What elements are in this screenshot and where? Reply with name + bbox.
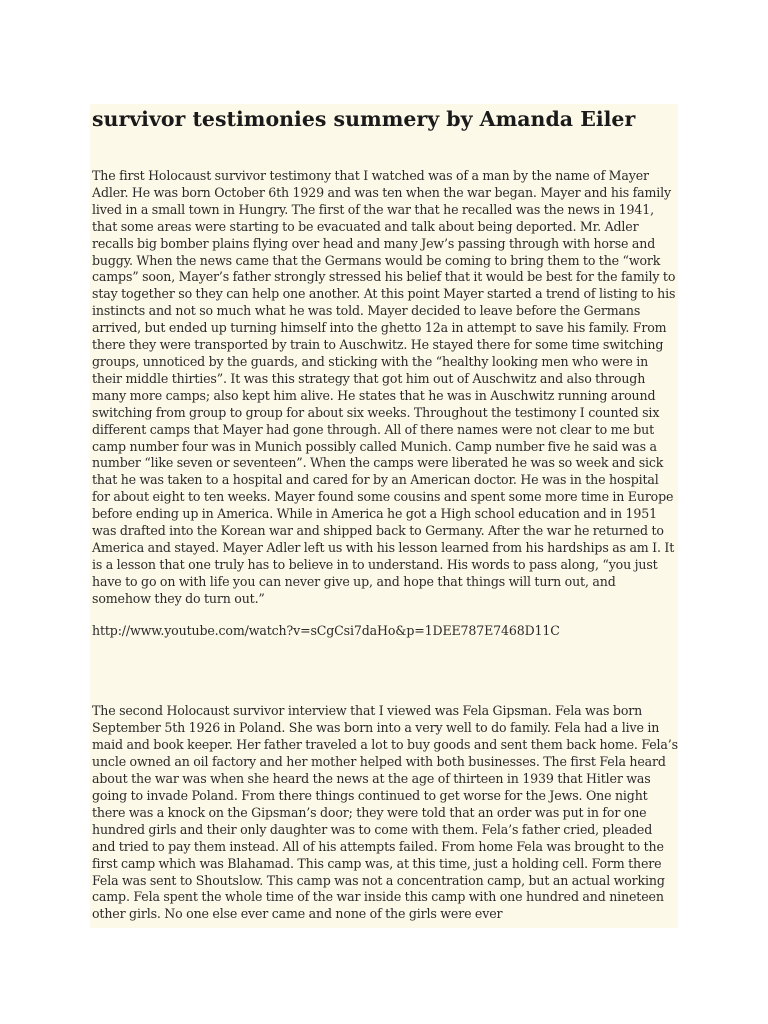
paragraph-fela-gipsman: The second Holocaust survivor interview that I viewed was Fela Gipsman. Fela was born September 5th 1926 in Poland. She was born into a very well to do family. Fela had a live in maid and book keeper. Her father traveled a lot to buy goods and sent them back home. Fela’s uncle owned an oil factory and her mother helped with both businesses. The first Fela heard about the war was when she heard the news at the age of thirteen in 1939 that Hitler was going to invade Poland. From there things continued to get worse for the Jews. One night there was a knock on the Gipsman’s door; they were told that an order was put in for one hundred girls and their only daughter was to come with them. Fela’s father cried, pleaded and tried to pay them instead. All of his attempts failed. From home Fela was brought to the first camp which was Blahamad. This camp was, at this time, just a holding cell. Form there Fela was sent to Shoutslow. This camp was not a concentration camp, but an actual working camp. Fela spent the whole time of the war inside this camp with one hundred and nineteen other girls. No one else ever came and none of the girls were ever [92, 703, 678, 922]
video-link[interactable]: http://www.youtube.com/watch?v=sCgCsi7daHo&p=1DEE787E7468D11C [92, 622, 560, 638]
document-title: survivor testimonies summery by Amanda Eiler [92, 107, 636, 131]
document-page [90, 104, 678, 928]
paragraph-mayer-adler: The first Holocaust survivor testimony that I watched was of a man by the name of Mayer Adler. He was born October 6th 1929 and was ten when the war began. Mayer and his family lived in a small town in Hungry. The first of the war that he recalled was the news in 1941, that some areas were starting to be evacuated and talk about being deported. Mr. Adler recalls big bomber plains flying over head and many Jew’s passing through with horse and buggy. When the news came that the Germans would be coming to bring them to the “work camps” soon, Mayer’s father strongly stressed his belief that it would be best for the family to stay together so they can help one another. At this point Mayer started a trend of listing to his instincts and not so much what he was told. Mayer decided to leave before the Germans arrived, but ended up turning himself into the ghetto 12a in attempt to save his family. From there they were transported by train to Auschwitz. He stayed there for some time switching groups, unnoticed by the guards, and sticking with the “healthy looking men who were in their middle thirties”. It was this strategy that got him out of Auschwitz and also through many more camps; also kept him alive. He states that he was in Auschwitz running around switching from group to group for about six weeks. Throughout the testimony I counted six different camps that Mayer had gone through. All of there names were not clear to me but camp number four was in Munich possibly called Munich. Camp number five he said was a number “like seven or seventeen”. When the camps were liberated he was so week and sick that he was taken to a hospital and cared for by an American doctor. He was in the hospital for about eight to ten weeks. Mayer found some cousins and spent some more time in Europe before ending up in America. While in America he got a High school education and in 1951 was drafted into the Korean war and shipped back to Germany. After the war he returned to America and stayed. Mayer Adler left us with his lesson learned from his hardships as am I. It is a lesson that one truly has to believe in to understand. His words to pass along, “you just have to go on with life you can never give up, and hope that things will turn out, and somehow they do turn out.” [92, 168, 676, 606]
